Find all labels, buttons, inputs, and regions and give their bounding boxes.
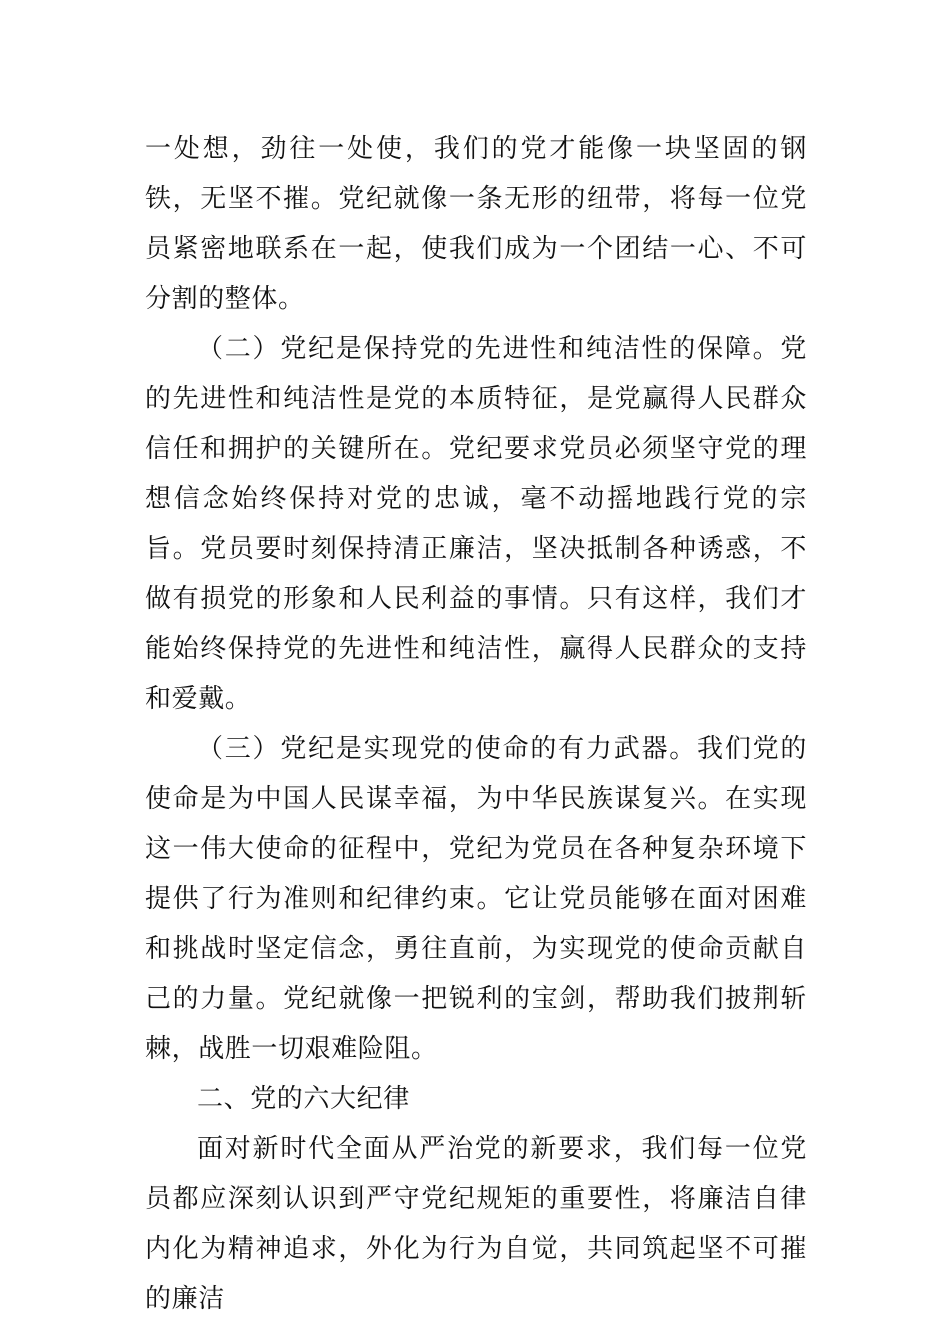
paragraph-section-two: （二）党纪是保持党的先进性和纯洁性的保障。党的先进性和纯洁性是党的本质特征，是党赢得人民群众信任和拥护的关键所在。党纪要求党员必须坚守党的理想信念始终保持对党的忠诚，毫不动摇地践行党的宗旨。党员要时刻保持清正廉洁，坚决抵制各种诱惑，不做有损党的形象和人民利益的事情。只有这样，我们才能始终保持党的先进性和纯洁性，赢得人民群众的支持和爱戴。 xyxy=(145,334,807,714)
paragraph-section-three: （三）党纪是实现党的使命的有力武器。我们党的使命是为中国人民谋幸福，为中华民族谋复兴。在实现这一伟大使命的征程中，党纪为党员在各种复杂环境下提供了行为准则和纪律约束。它让党员能够在面对困难和挑战时坚定信念，勇往直前，为实现党的使命贡献自己的力量。党纪就像一把锐利的宝剑，帮助我们披荆斩棘，战胜一切艰难险阻。 xyxy=(145,734,807,1064)
paragraph-continuation: 一处想，劲往一处使，我们的党才能像一块坚固的钢铁，无坚不摧。党纪就像一条无形的纽带，将每一位党员紧密地联系在一起，使我们成为一个团结一心、不可分割的整体。 xyxy=(145,134,807,314)
document-body xyxy=(145,124,807,1324)
section-heading-six-disciplines: 二、党的六大纪律 xyxy=(197,1084,410,1114)
paragraph-new-era: 面对新时代全面从严治党的新要求，我们每一位党员都应深刻认识到严守党纪规矩的重要性，将廉洁自律内化为精神追求，外化为行为自觉，共同筑起坚不可摧的廉洁 xyxy=(145,1134,807,1314)
